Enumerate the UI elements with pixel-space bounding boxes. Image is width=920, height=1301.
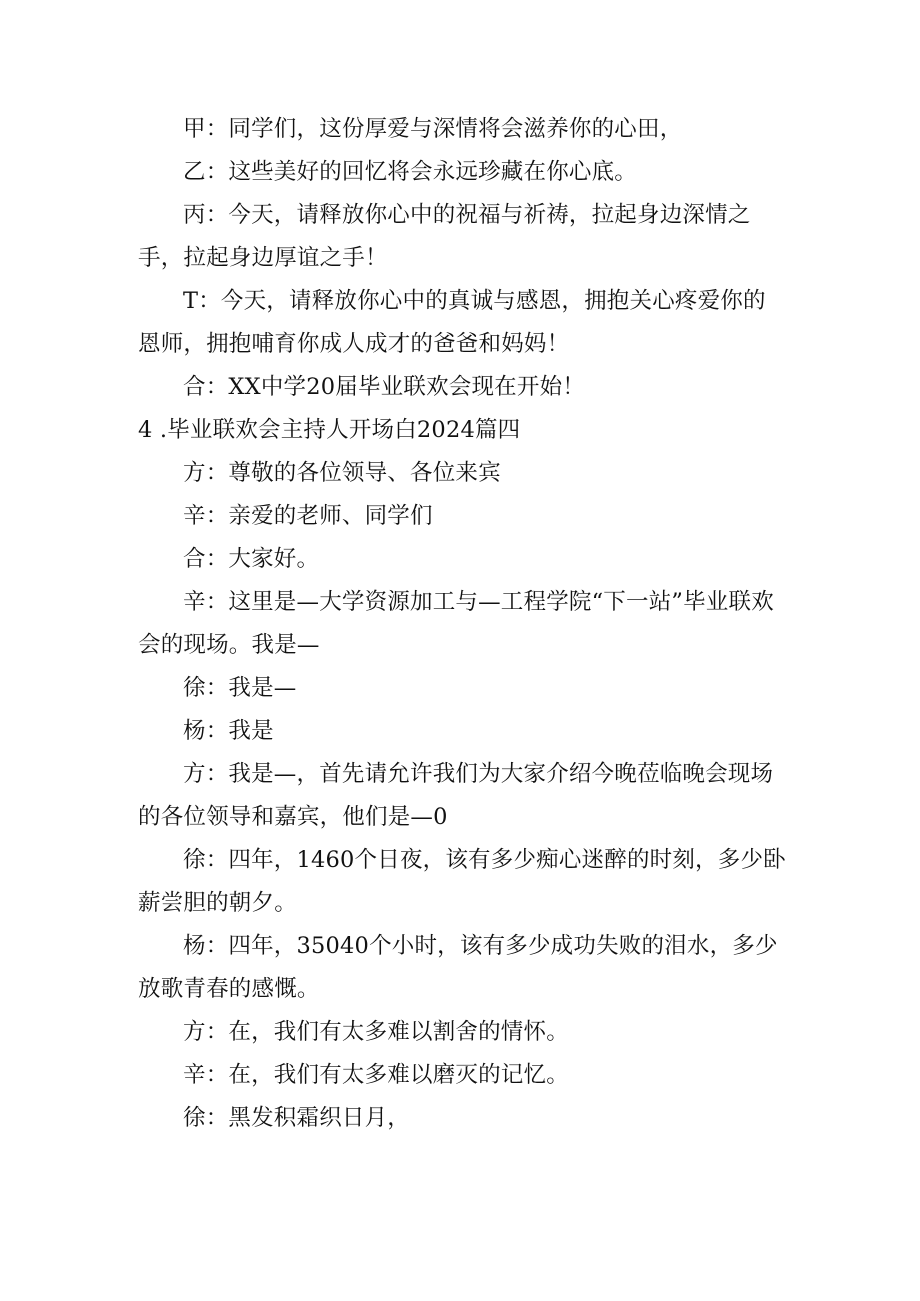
paragraph-xin-3: 辛：在，我们有太多难以磨灭的记忆。 [183, 1062, 569, 1088]
paragraph-xu-2: 徐：四年，1460个日夜，该有多少痴心迷醉的时刻，多少卧薪尝胆的朝夕。 [138, 847, 786, 916]
paragraph-xu-3: 徐：黑发积霜织日月， [183, 1105, 411, 1131]
paragraph-fang-1: 方：尊敬的各位领导、各位来宾 [183, 460, 501, 486]
paragraph-yi: 乙：这些美好的回忆将会永远珍藏在你心底。 [183, 159, 638, 185]
paragraph-xin-1: 辛：亲爱的老师、同学们 [183, 503, 433, 529]
paragraph-yang-1: 杨：我是 [183, 718, 274, 744]
paragraph-xin-2: 辛：这里是—大学资源加工与—工程学院“下一站”毕业联欢会的现场。我是— [138, 589, 774, 658]
section-heading: 4 .毕业联欢会主持人开场白2024篇四 [138, 417, 521, 443]
paragraph-yang-2: 杨：四年，35040个小时，该有多少成功失败的泪水，多少放歌青春的感慨。 [138, 933, 778, 1002]
paragraph-he-opening: 合：XX中学20届毕业联欢会现在开始！ [183, 374, 585, 400]
paragraph-fang-3: 方：在，我们有太多难以割舍的情怀。 [183, 1019, 569, 1045]
paragraph-fang-2: 方：我是—，首先请允许我们为大家介绍今晚莅临晚会现场的各位领导和嘉宾，他们是—0 [138, 761, 774, 830]
document-body [138, 108, 788, 1140]
paragraph-ding: T：今天，请释放你心中的真诚与感恩，拥抱关心疼爱你的恩师，拥抱哺育你成人成才的爸爸和妈妈！ [138, 288, 766, 357]
paragraph-xu-1: 徐：我是— [183, 675, 297, 701]
paragraph-he-greeting: 合：大家好。 [183, 546, 320, 572]
paragraph-bing: 丙：今天，请释放你心中的祝福与祈祷，拉起身边深情之手，拉起身边厚谊之手！ [138, 202, 751, 271]
paragraph-jia: 甲：同学们，这份厚爱与深情将会滋养你的心田， [183, 116, 683, 142]
